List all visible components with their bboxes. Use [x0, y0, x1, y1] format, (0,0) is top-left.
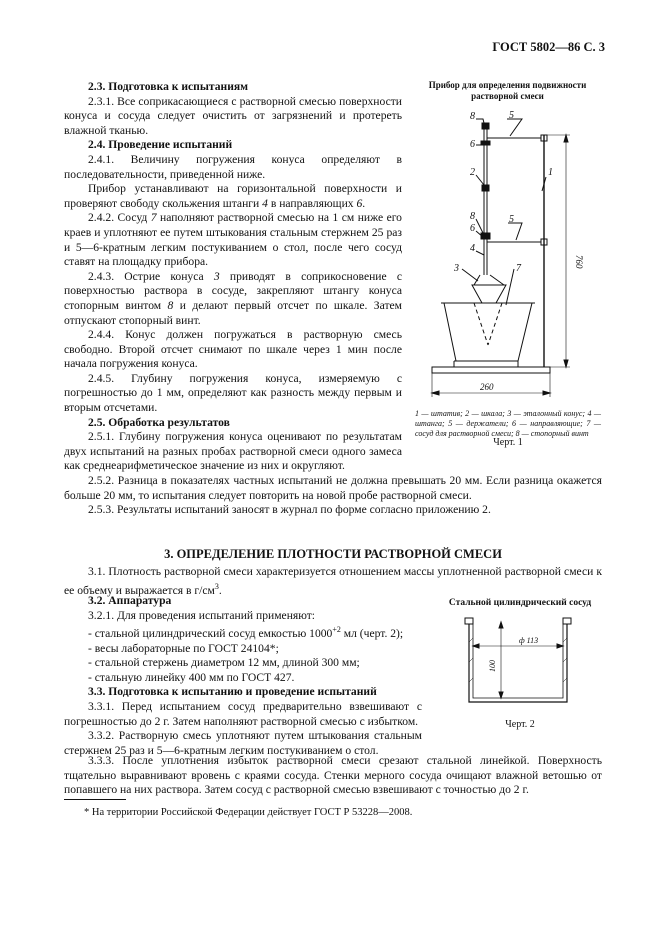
leader-5 [507, 119, 522, 136]
sup: +2 [332, 625, 341, 635]
vessel-inner [473, 622, 563, 698]
fig2-dim-height: 100 [488, 660, 497, 672]
fig1-label: 5 [509, 214, 514, 225]
para-2-4-2 [64, 211, 402, 269]
cone [472, 285, 506, 303]
arrow [432, 391, 439, 395]
leader-7 [506, 269, 514, 305]
ref-3: 3 [213, 269, 220, 283]
sup: 3 [214, 581, 219, 591]
fig1-label: 1 [548, 167, 553, 178]
hatch [469, 638, 473, 642]
fig1-dim-height: 760 [574, 255, 584, 269]
para-3-3-1: 3.3.1. Перед испытанием сосуд предварительно взвешивают с погрешностью до 2 г. Затем наполняют растворной смесью с избытком. [64, 700, 422, 728]
ref-8: 8 [167, 298, 174, 312]
ref-4: 4 [262, 196, 268, 210]
fig1-label: 2 [470, 167, 475, 178]
leader-5b [508, 223, 522, 240]
arrow [557, 644, 563, 648]
list-item: - стальную линейку 400 мм по ГОСТ 427. [88, 670, 295, 684]
arrow [564, 360, 568, 367]
text: и делают первый отсчет по шкале. Затем отпускают стопорный винт. [64, 298, 402, 327]
text: приводят в соприкосновение с поверхностью раствора в сосуде, закрепляют штангу конуса стопорным винтом [64, 269, 402, 312]
cone-hidden [474, 303, 488, 345]
para-3-3-3 [64, 754, 602, 798]
full-width-block [64, 474, 602, 518]
rim-left [465, 618, 473, 624]
text: . [218, 583, 222, 597]
para-2-4-3 [64, 270, 402, 328]
fig1-label: 6 [470, 139, 475, 150]
fig2-dim-diameter: ф 113 [519, 636, 539, 645]
fig1-label: 3 [454, 263, 459, 274]
section-3-3-title: 3.3. Подготовка к испытанию и проведение испытаний [88, 685, 377, 699]
cone-hidden [488, 303, 502, 345]
section-3-2-title: 3.2. Аппаратура [88, 594, 172, 607]
fig1-dim-width: 260 [480, 382, 494, 392]
cone-neck [490, 275, 504, 285]
rim-right [563, 618, 571, 624]
para-2-3-1: 2.3.1. Все соприкасающиеся с растворной смесью поверхности конуса и сосуда следует очистить от загрязнений и протереть влажной тканью. [64, 94, 402, 137]
fig1-label: 8 [470, 111, 475, 122]
leader-2 [476, 175, 484, 185]
vessel [444, 303, 532, 361]
text: Прибор устанавливают на горизонтальной поверхности и проверяют свободу скольжения штанги [64, 182, 402, 210]
leader-8b [476, 219, 483, 233]
guide-top [481, 141, 490, 145]
list-item: - весы лабораторные по ГОСТ 24104*; [88, 641, 279, 655]
fig2-caption: Стальной цилиндрический сосуд [448, 598, 592, 608]
text: 3.1. Плотность растворной смеси характеризуется отношением массы уплотненной растворной смеси к ее объему и выражается в г/см [64, 565, 602, 597]
fig1-drawing [410, 105, 605, 405]
para-2-4-1-b [64, 182, 402, 211]
hatch [469, 678, 473, 682]
arrow [499, 692, 503, 698]
ref-6: 6 [356, 196, 363, 210]
fig1-title: Черт. 1 [493, 437, 523, 448]
fig1-caption: Прибор для определения подвижности растворной смеси [428, 80, 587, 101]
arrow [473, 644, 479, 648]
ref-7: 7 [150, 211, 157, 225]
footnote: * На территории Российской Федерации действует ГОСТ Р 53228—2008. [84, 807, 413, 818]
para-2-5-1: 2.5.1. Глубину погружения конуса оценивают по результатам двух испытаний на разных пробах растворной смеси одного замеса как среднеарифметическое значение из них и округляют. [64, 430, 402, 473]
vessel-outer [469, 622, 567, 702]
fig1-label: 8 [470, 211, 475, 222]
list-item [64, 623, 422, 641]
arrow [564, 135, 568, 142]
text: наполняют растворной смесью на 1 см ниже его краев и уплотняют ее путем штыкования стальным стержнем 25 раз и 5—6-кратным легким постукиванием о стол, после чего сосуд ставят на площадку прибора. [64, 211, 402, 269]
hatch [469, 658, 473, 662]
text: 2.4.2. Сосуд [88, 211, 151, 225]
section-3-heading: 3. ОПРЕДЕЛЕНИЕ ПЛОТНОСТИ РАСТВОРНОЙ СМЕСИ [164, 547, 502, 561]
section-3-left-column [64, 594, 422, 758]
list-item: - стальной стержень диаметром 12 мм, длиной 300 мм; [88, 656, 360, 670]
fig1-label: 7 [516, 263, 521, 274]
para-3-3-2: 3.3.2. Растворную смесь уплотняют путем штыкования стальным стержнем 25 раз и 5—6-кратным легким постукиванием о стол. [64, 729, 422, 757]
arrow [499, 622, 503, 628]
text: - стальной цилиндрический сосуд емкостью 1000 [88, 627, 333, 641]
fig1-legend: 1 — штатив; 2 — шкала; 3 — эталонный конус; 4 — штанга; 5 — держатели; 6 — направляющие; 7 — сосуд для растворной смеси; 8 — стопорный винт [415, 409, 601, 438]
fig1-label: 5 [509, 110, 514, 121]
fig2-drawing [455, 612, 590, 712]
leader-4 [476, 251, 484, 255]
fig1-label: 4 [470, 243, 475, 254]
stop-screw-top [482, 123, 489, 129]
section-2-4-title: 2.4. Проведение испытаний [88, 138, 233, 152]
section-2-3-title: 2.3. Подготовка к испытаниям [88, 80, 249, 93]
text: . [362, 196, 366, 210]
leader-8 [476, 119, 484, 123]
footnote-separator [64, 799, 126, 800]
section-2-5-title: 2.5. Обработка результатов [88, 415, 230, 429]
fig2-title: Черт. 2 [505, 719, 535, 730]
para-2-4-1: 2.4.1. Величину погружения конуса определяют в последовательности, приведенной ниже. [64, 152, 402, 181]
para-2-5-3: 2.5.3. Результаты испытаний заносят в журнал по форме согласно приложению 2. [88, 503, 491, 517]
para-3-2-1: 3.2.1. Для проведения испытаний применяют: [88, 608, 316, 622]
base-plate [432, 367, 550, 373]
page-header: ГОСТ 5802—86 С. 3 [492, 40, 605, 54]
para-2-4-4: 2.4.4. Конус должен погружаться в растворную смесь свободно. Второй отсчет снимают по шкале через 1 мин после начала погружения конуса. [64, 328, 402, 371]
text: в направляющих [267, 196, 357, 210]
leader-3 [462, 269, 478, 281]
para-2-5-2: 2.5.2. Разница в показателях частных испытаний не должна превышать 20 мм. Если разница окажется больше 20 мм, то испытания следует повторить на новой пробе растворной смеси. [64, 474, 602, 502]
arrow [543, 391, 550, 395]
para-2-4-5: 2.4.5. Глубину погружения конуса, измеряемую с погрешностью до 1 мм, определяют как разность между первым и вторым отсчетами. [64, 371, 402, 415]
para-3-3-3-text: 3.3.3. После уплотнения избыток растворной смеси срезают стальной линейкой. Поверхность тщательно выравнивают вровень с краями сосуда. Стенки мерного сосуда очищают влажной ветошью от попавшего на них раствора. Затем сосуд с растворной смесью взвешивают с точностью до 2 г. [64, 754, 602, 797]
text: мл (черт. 2); [340, 627, 404, 641]
text: 2.4.3. Острие конуса [88, 269, 214, 283]
fig1-label: 6 [470, 223, 475, 234]
left-column [64, 80, 402, 474]
scale-mark [482, 185, 489, 191]
